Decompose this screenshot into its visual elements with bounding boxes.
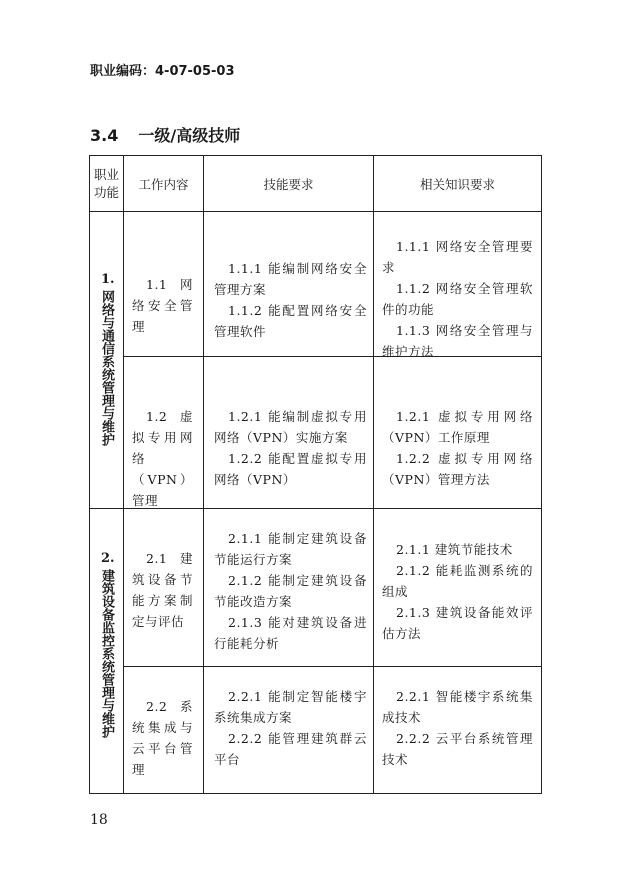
skill-requirements [204,258,373,342]
knowledge-requirements [374,539,541,644]
skill-item: 1.2.1 能编制虚拟专用网络（VPN）实施方案 [214,409,367,445]
occupation-code: 职业编码：4-07-05-03 [90,64,235,79]
knowledge-requirements [374,686,541,770]
header-work: 工作内容 [138,176,189,192]
work-content: 1.2 虚拟专用网络（VPN）管理 [132,409,193,508]
skill-item: 2.2.1 能制定智能楼宇系统集成方案 [214,689,367,725]
skill-item: 2.1.1 能制定建筑设备节能运行方案 [214,531,367,567]
row-divider [123,666,541,667]
knowledge-item: 1.1.2 网络安全管理软件的功能 [382,281,533,317]
work-content: 2.2 系统集成与云平台管理 [132,699,193,777]
skill-item: 1.1.2 能配置网络安全管理软件 [214,303,367,339]
knowledge-item: 2.2.1 智能楼宇系统集成技术 [382,689,533,725]
skill-requirements [204,528,373,654]
skill-item: 2.1.3 能对建筑设备进行能耗分析 [214,615,367,651]
knowledge-item: 1.1.1 网络安全管理要求 [382,239,533,275]
header-function [90,156,123,211]
page-number: 18 [90,812,108,828]
knowledge-item: 2.1.2 能耗监测系统的组成 [382,563,533,599]
function-name: 建筑设备监控系统管理与维护 [99,569,114,738]
knowledge-item: 1.2.2 虚拟专用网络（VPN）管理方法 [382,451,533,487]
skill-item: 2.1.2 能制定建筑设备节能改造方案 [214,573,367,609]
header-function-line1: 职业 [93,166,119,182]
knowledge-item: 2.1.1 建筑节能技术 [396,542,513,557]
skill-item: 2.2.2 能管理建筑群云平台 [214,731,367,767]
skill-requirements [204,686,373,770]
knowledge-item: 1.2.1 虚拟专用网络（VPN）工作原理 [382,409,533,445]
section-number: 3.4 [90,126,119,145]
knowledge-item: 2.1.3 建筑设备能效评估方法 [382,605,533,641]
header-knowledge: 相关知识要求 [419,176,495,192]
section-title-text: 一级/高级技师 [138,126,241,145]
section-title [90,123,240,146]
skill-requirements [204,406,373,490]
function-number: 1. [101,272,115,287]
function-name: 网络与通信系统管理与维护 [99,290,114,446]
knowledge-item: 2.2.2 云平台系统管理技术 [382,731,533,767]
skills-table [89,155,542,794]
header-divider [90,211,541,212]
knowledge-requirements [374,236,541,362]
knowledge-item: 1.1.3 网络安全管理与维护方法 [382,323,533,359]
knowledge-requirements [374,406,541,490]
work-content: 1.1 网络安全管理 [132,277,193,334]
header-skill: 技能要求 [263,176,314,192]
skill-item: 1.1.1 能编制网络安全管理方案 [214,261,367,297]
skill-item: 1.2.2 能配置虚拟专用网络（VPN） [214,451,367,487]
header-function-line2: 功能 [93,184,119,200]
function-number: 2. [101,551,115,566]
work-content: 2.1 建筑设备节能方案制定与评估 [132,551,193,629]
